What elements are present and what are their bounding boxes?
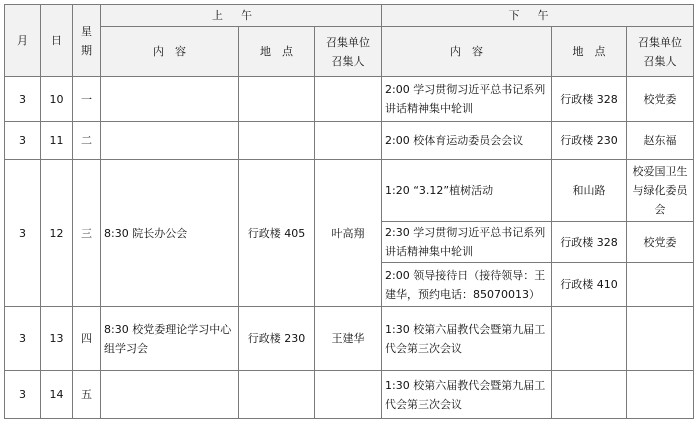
- header-month: 月: [5, 5, 41, 77]
- month-cell: 3: [5, 307, 41, 371]
- month-cell: 3: [5, 160, 41, 307]
- header-organizer-line1: 召集单位: [326, 35, 371, 49]
- header-pm-location: 地 点: [552, 27, 627, 77]
- header-organizer-line1: 召集单位: [638, 35, 683, 49]
- pm-content-cell: 2:00 领导接待日（接待领导：王建华，预约电话：85070013）: [382, 263, 552, 307]
- pm-organizer-cell: 校爱国卫生与绿化委员会: [627, 160, 694, 222]
- weekday-cell: 一: [73, 77, 101, 122]
- table-row: [5, 77, 694, 122]
- header-am-organizer: [315, 27, 382, 77]
- schedule-table: [4, 4, 694, 419]
- pm-content-cell: 1:20 “3.12”植树活动: [382, 160, 552, 222]
- day-cell: 11: [41, 122, 73, 160]
- pm-location-cell: 行政楼 328: [552, 77, 627, 122]
- header-day: 日: [41, 5, 73, 77]
- am-location-cell: [239, 122, 315, 160]
- am-content-cell: 8:30 院长办公会: [101, 160, 239, 307]
- pm-location-cell: 行政楼 410: [552, 263, 627, 307]
- am-location-cell: 行政楼 405: [239, 160, 315, 307]
- table-row: [5, 307, 694, 371]
- month-cell: 3: [5, 371, 41, 419]
- weekday-cell: 二: [73, 122, 101, 160]
- table-row: [5, 160, 694, 222]
- weekday-cell: 四: [73, 307, 101, 371]
- header-organizer-line2: 召集人: [643, 54, 677, 68]
- pm-organizer-cell: [627, 307, 694, 371]
- pm-location-cell: 行政楼 328: [552, 222, 627, 263]
- month-cell: 3: [5, 122, 41, 160]
- day-cell: 14: [41, 371, 73, 419]
- table-row: [5, 122, 694, 160]
- pm-content-cell: 1:30 校第六届教代会暨第九届工代会第三次会议: [382, 371, 552, 419]
- pm-location-cell: 行政楼 230: [552, 122, 627, 160]
- pm-content-cell: 2:00 学习贯彻习近平总书记系列讲话精神集中轮训: [382, 77, 552, 122]
- pm-organizer-cell: [627, 371, 694, 419]
- am-location-cell: [239, 77, 315, 122]
- am-content-cell: [101, 77, 239, 122]
- header-pm-organizer: [627, 27, 694, 77]
- day-cell: 13: [41, 307, 73, 371]
- am-content-cell: 8:30 校党委理论学习中心组学习会: [101, 307, 239, 371]
- pm-location-cell: [552, 371, 627, 419]
- header-am-location: 地 点: [239, 27, 315, 77]
- am-organizer-cell: [315, 122, 382, 160]
- header-morning: 上午: [101, 5, 382, 27]
- pm-organizer-cell: 赵东福: [627, 122, 694, 160]
- pm-content-cell: 2:30 学习贯彻习近平总书记系列讲话精神集中轮训: [382, 222, 552, 263]
- pm-location-cell: 和山路: [552, 160, 627, 222]
- day-cell: 10: [41, 77, 73, 122]
- table-row: [5, 371, 694, 419]
- header-afternoon: 下午: [382, 5, 694, 27]
- month-cell: 3: [5, 77, 41, 122]
- weekday-cell: 三: [73, 160, 101, 307]
- pm-organizer-cell: [627, 263, 694, 307]
- day-cell: 12: [41, 160, 73, 307]
- header-organizer-line2: 召集人: [331, 54, 365, 68]
- am-content-cell: [101, 371, 239, 419]
- am-organizer-cell: [315, 77, 382, 122]
- header-am-content: 内 容: [101, 27, 239, 77]
- am-organizer-cell: 王建华: [315, 307, 382, 371]
- am-organizer-cell: [315, 371, 382, 419]
- am-location-cell: 行政楼 230: [239, 307, 315, 371]
- pm-content-cell: 1:30 校第六届教代会暨第九届工代会第三次会议: [382, 307, 552, 371]
- am-content-cell: [101, 122, 239, 160]
- am-location-cell: [239, 371, 315, 419]
- pm-content-cell: 2:00 校体育运动委员会会议: [382, 122, 552, 160]
- header-weekday: 星期: [73, 5, 101, 77]
- pm-organizer-cell: 校党委: [627, 77, 694, 122]
- pm-organizer-cell: 校党委: [627, 222, 694, 263]
- weekday-cell: 五: [73, 371, 101, 419]
- pm-location-cell: [552, 307, 627, 371]
- header-pm-content: 内 容: [382, 27, 552, 77]
- am-organizer-cell: 叶高翔: [315, 160, 382, 307]
